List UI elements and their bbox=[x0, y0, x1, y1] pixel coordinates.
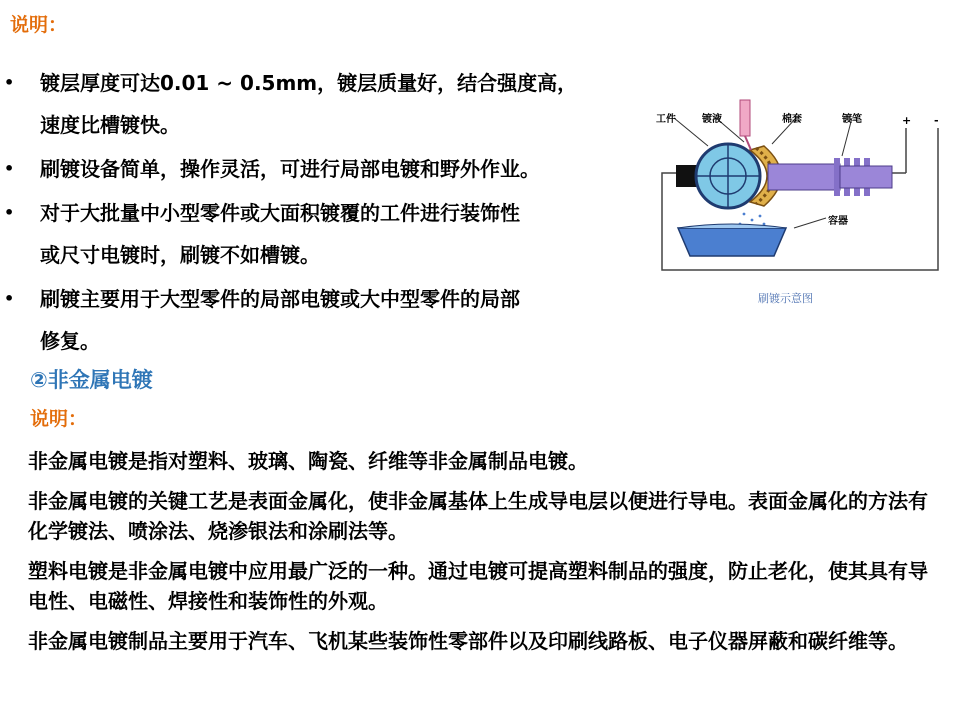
label-plating-pen: 镀笔 bbox=[842, 114, 862, 125]
bullet-line: 速度比槽镀快。 bbox=[40, 113, 180, 137]
note-label-mid: 说明： bbox=[30, 408, 88, 430]
bullet-line: 修复。 bbox=[40, 329, 100, 353]
label-cotton-cover: 棉套 bbox=[782, 114, 802, 125]
paragraph: 非金属电镀是指对塑料、玻璃、陶瓷、纤维等非金属制品电镀。 bbox=[28, 449, 588, 473]
bullet-dot: • bbox=[4, 159, 15, 178]
label-workpiece: 工件 bbox=[656, 114, 676, 125]
bullet-dot: • bbox=[4, 203, 15, 222]
bullet-dot: • bbox=[4, 73, 15, 92]
bullet-dot: • bbox=[4, 289, 15, 308]
bullet-line: 刷镀主要用于大型零件的局部电镀或大中型零件的局部 bbox=[40, 287, 520, 311]
diagram-caption: 刷镀示意图 bbox=[758, 292, 813, 305]
label-plus: + bbox=[902, 114, 912, 127]
note-label-top: 说明： bbox=[10, 14, 68, 36]
paragraph: 非金属电镀的关键工艺是表面金属化，使非金属基体上生成导电层以便进行导电。表面金属化的方法有化学镀法、喷涂法、烧渗银法和涂刷法等。 bbox=[28, 489, 928, 543]
bullet-line: 镀层厚度可达0.01 ~ 0.5mm，镀层质量好，结合强度高， bbox=[40, 71, 578, 95]
label-plating-solution: 镀液 bbox=[702, 114, 722, 125]
bullet-line: 或尺寸电镀时，刷镀不如槽镀。 bbox=[40, 243, 320, 267]
bullet-line: 刷镀设备简单，操作灵活，可进行局部电镀和野外作业。 bbox=[40, 157, 540, 181]
section-title: ②非金属电镀 bbox=[30, 368, 153, 392]
paragraph-list bbox=[28, 446, 944, 666]
paragraph: 塑料电镀是非金属电镀中应用最广泛的一种。通过电镀可提高塑料制品的强度，防止老化，使其具有导电性、电磁性、焊接性和装饰性的外观。 bbox=[28, 559, 928, 613]
label-container: 容器 bbox=[828, 216, 848, 227]
label-minus: - bbox=[934, 114, 939, 127]
bullet-line: 对于大批量中小型零件或大面积镀覆的工件进行装饰性 bbox=[40, 201, 520, 225]
brush-plating-diagram bbox=[656, 98, 942, 274]
paragraph: 非金属电镀制品主要用于汽车、飞机某些装饰性零部件以及印刷线路板、电子仪器屏蔽和碳纤维等。 bbox=[28, 629, 908, 653]
